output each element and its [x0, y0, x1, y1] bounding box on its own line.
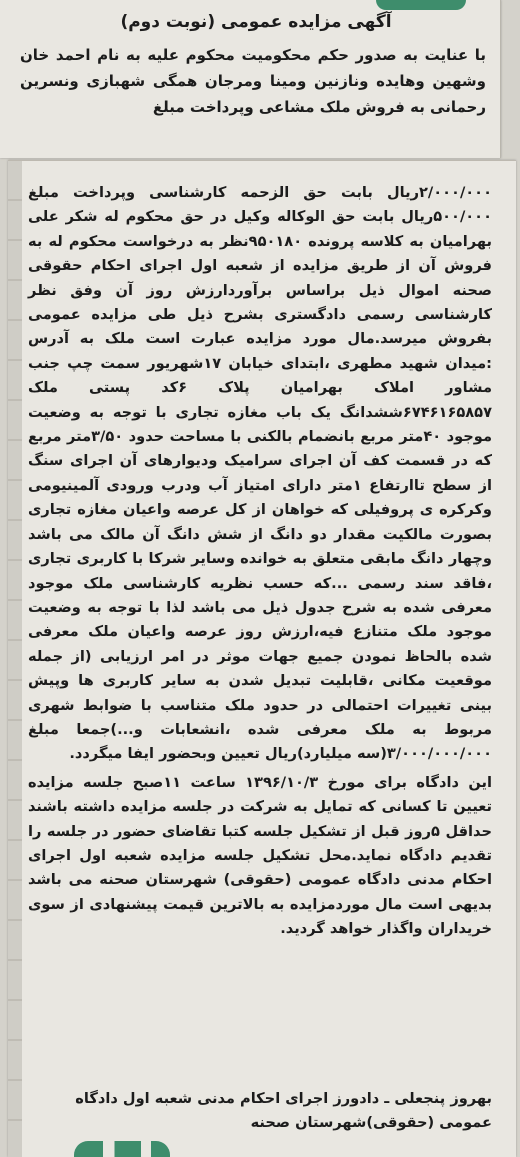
notice-intro: با عنایت به صدور حکم محکومیت محکوم علیه به نام احمد خان وشهین وهایده ونازنین ومینا ومرجان همگی شهبازی ونسرین رحمانی به فروش ملک مشاعی وپرداخت مبلغ	[20, 46, 486, 116]
notice-signature: بهروز پنجعلی ـ دادورز اجرای احکام مدنی شعبه اول دادگاه عمومی (حقوقی)شهرستان صحنه	[75, 1090, 492, 1131]
notice-header-clipping	[0, 0, 501, 158]
decorative-mark	[376, 0, 466, 10]
notice-body	[28, 181, 492, 942]
notice-paragraph-details: ۲/۰۰۰/۰۰۰ریال بابت حق الزحمه کارشناسی وپرداخت مبلغ ۵۰۰/۰۰۰ریال بابت حق الوکاله وکیل در حق محکوم له شکر علی بهرامیان به کلاسه پرونده ۹۵۰۱۸۰نظر به درخواست محکوم له به فروش آن از طریق مزایده از شعبه اول اجرای احکام حقوقی صحنه اموال ذیل براساس برآوردارزش روز آن وفق نظر کارشناسی رسمی دادگستری بشرح ذیل طی مزایده عمومی بفروش میرسد.مال مورد مزایده عبارت است ملک به آدرس :میدان شهید مطهری ،ابتدای خیابان ۱۷شهریور سمت چپ جنب مشاور املاک بهرامیان پلاک ۶کد پستی ملک ۶۷۴۶۱۶۵۸۵۷ششدانگ یک باب مغازه تجاری با توجه به وضعیت موجود ۴۰متر مربع بانضمام بالکنی با مساحت حدود ۳/۵۰متر مربع که در قسمت کف آن اجرای سرامیک ودیوارهای آن اجرای سنگ از سطح تاارتفاع ۱متر دارای امتیاز آب ودرب ورودی آلمینیومی وکرکره ی پروفیلی که خواهان از کل عرصه واعیان مغازه تجاری بصورت مالکیت مقدار دو دانگ از شش دانگ آن مالک می باشد وچهار دانگ مابقی متعلق به خوانده وسایر شرکا با کاربری تجاری ،فاقد سند رسمی ...که حسب نظریه کارشناسی ملک موجود معرفی شده به شرح جدول ذیل می باشد لذا با توجه به وضعیت موجود ملک متنازع فیه،ارزش روز عرصه واعیان ملک معرفی شده بالحاظ نمودن جمیع جهات موثر در امر ارزیابی (از جمله موقعیت مکانی ،قابلیت تبدیل شدن به سایر کاربری ها وپیش بینی تغییرات احتمالی در حدود ملک متناسب با ضوابط شهری مربوط به ملک معرفی شده ،انشعابات و...)جمعا مبلغ ۳/۰۰۰/۰۰۰/۰۰۰(سه میلیارد)ریال تعیین وبحضور ایفا میگردد.	[28, 184, 493, 763]
notice-paragraph-session: این دادگاه برای مورخ ۱۳۹۶/۱۰/۳ ساعت ۱۱صبح جلسه مزایده تعیین تا کسانی که تمایل به شرکت در جلسه مزایده داشته باشند حداقل ۵روز قبل از تشکیل جلسه کتبا تقاضای حضور در جلسه را تقدیم دادگاه نماید.محل تشکیل جلسه مزایده شعبه اول اجرای احکام مدنی دادگاه عمومی (حقوقی) شهرستان صحنه می باشد بدیهی است مال موردمزایده به بالاترین قیمت پیشنهادی از سوی خریداران واگذار خواهد گردید.	[28, 773, 492, 938]
decorative-mark	[74, 1141, 170, 1157]
notice-title: آگهی مزایده عمومی (نوبت دوم)	[120, 12, 392, 32]
page-edge	[8, 161, 22, 1157]
notice-body-clipping	[8, 160, 516, 1157]
